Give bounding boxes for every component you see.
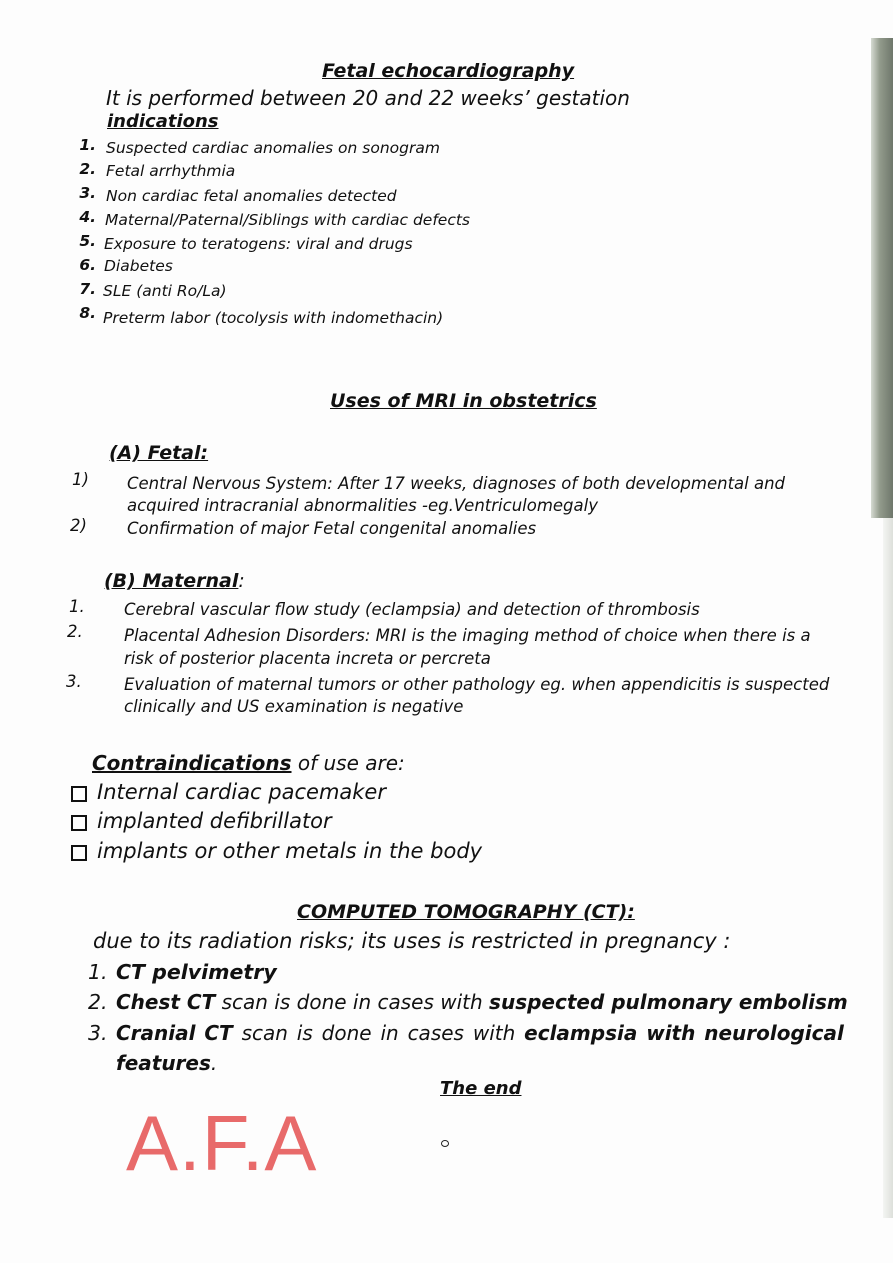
list-number: 2) xyxy=(70,516,87,535)
ct-text: . xyxy=(210,1051,218,1075)
list-item: Internal cardiac pacemaker xyxy=(97,780,386,804)
list-item: Confirmation of major Fetal congenital anomalies xyxy=(127,519,537,538)
scan-edge-shadow xyxy=(871,38,893,518)
list-number: 7. xyxy=(79,280,96,298)
list-item: CT pelvimetry xyxy=(116,960,277,984)
list-item xyxy=(116,1021,844,1045)
checkbox-icon xyxy=(71,845,87,861)
ct-word: is xyxy=(296,1021,313,1045)
ct-word: in xyxy=(380,1021,399,1045)
list-number: 2. xyxy=(67,622,83,641)
ct-bold-term: Chest CT xyxy=(116,990,216,1014)
list-item-continued xyxy=(116,1051,217,1075)
list-number: 1. xyxy=(88,960,108,984)
list-number: 1. xyxy=(79,136,96,154)
list-item: implants or other metals in the body xyxy=(97,839,483,863)
checkbox-icon xyxy=(71,786,87,802)
contraindications-suffix: of use are: xyxy=(291,751,405,775)
list-number: 2. xyxy=(88,990,108,1014)
list-number: 1) xyxy=(72,470,89,489)
list-item: Preterm labor (tocolysis with indomethacin) xyxy=(103,309,444,327)
scan-edge-light xyxy=(883,518,893,1218)
list-item: Suspected cardiac anomalies on sonogram xyxy=(106,139,440,157)
list-item: Cerebral vascular flow study (eclampsia) and detection of thrombosis xyxy=(124,600,700,619)
list-number: 5. xyxy=(79,232,96,250)
list-item: Central Nervous System: After 17 weeks, diagnoses of both developmental and xyxy=(127,474,786,493)
contraindications-label: Contraindications xyxy=(92,751,292,775)
ct-bold-term: CT xyxy=(204,1021,233,1045)
ct-bold-term: suspected pulmonary embolism xyxy=(489,990,848,1014)
maternal-heading-text: (B) Maternal xyxy=(104,570,239,592)
ct-title: COMPUTED TOMOGRAPHY (CT): xyxy=(297,901,635,923)
list-number: 3. xyxy=(88,1021,108,1045)
list-item: Exposure to teratogens: viral and drugs xyxy=(104,235,413,253)
afa-logo: A.F.A xyxy=(126,1099,318,1187)
list-number: 4. xyxy=(79,208,96,226)
list-item-continued: risk of posterior placenta increta or percreta xyxy=(124,649,491,668)
list-item: Fetal arrhythmia xyxy=(106,162,236,180)
list-number: 1. xyxy=(69,597,85,616)
ct-word: scan xyxy=(241,1021,288,1045)
indications-heading: indications xyxy=(107,111,219,132)
list-item: Non cardiac fetal anomalies detected xyxy=(106,187,397,205)
the-end: The end xyxy=(440,1078,522,1099)
ct-word: done xyxy=(321,1021,372,1045)
contraindications-heading xyxy=(92,751,405,775)
checkbox-icon xyxy=(71,815,87,831)
list-item: Diabetes xyxy=(104,257,173,275)
fetal-heading: (A) Fetal: xyxy=(109,442,209,464)
echo-intro: It is performed between 20 and 22 weeks’ gestation xyxy=(106,86,630,110)
list-number: 3. xyxy=(79,184,96,202)
ct-bold-term: with xyxy=(646,1021,696,1045)
list-item-continued: clinically and US examination is negative xyxy=(124,697,464,716)
mri-title: Uses of MRI in obstetrics xyxy=(330,390,597,412)
list-item: implanted defibrillator xyxy=(97,809,332,833)
list-item: Maternal/Paternal/Siblings with cardiac defects xyxy=(105,211,470,229)
ct-text: scan is done in cases with xyxy=(215,990,490,1014)
list-item: Evaluation of maternal tumors or other pathology eg. when appendicitis is suspected xyxy=(124,675,830,694)
echo-title: Fetal echocardiography xyxy=(322,60,575,82)
list-item-continued: acquired intracranial abnormalities -eg.Ventriculomegaly xyxy=(127,496,598,515)
list-item: Placental Adhesion Disorders: MRI is the imaging method of choice when there is a xyxy=(124,626,811,645)
list-number: 3. xyxy=(66,672,82,691)
maternal-heading xyxy=(104,570,245,592)
list-item: SLE (anti Ro/La) xyxy=(103,282,227,300)
list-number: 6. xyxy=(79,256,96,274)
ct-intro: due to its radiation risks; its uses is restricted in pregnancy : xyxy=(93,929,731,953)
maternal-heading-colon: : xyxy=(238,570,245,592)
ct-bold-term: features xyxy=(116,1051,211,1075)
list-item xyxy=(116,990,848,1014)
ct-bold-term: neurological xyxy=(704,1021,844,1045)
ct-word: with xyxy=(472,1021,516,1045)
ct-word: cases xyxy=(407,1021,464,1045)
ct-bold-term: eclampsia xyxy=(524,1021,638,1045)
list-number: 8. xyxy=(79,304,96,322)
ct-bold-term: Cranial xyxy=(116,1021,196,1045)
small-circle-mark xyxy=(441,1140,449,1147)
list-number: 2. xyxy=(79,160,96,178)
